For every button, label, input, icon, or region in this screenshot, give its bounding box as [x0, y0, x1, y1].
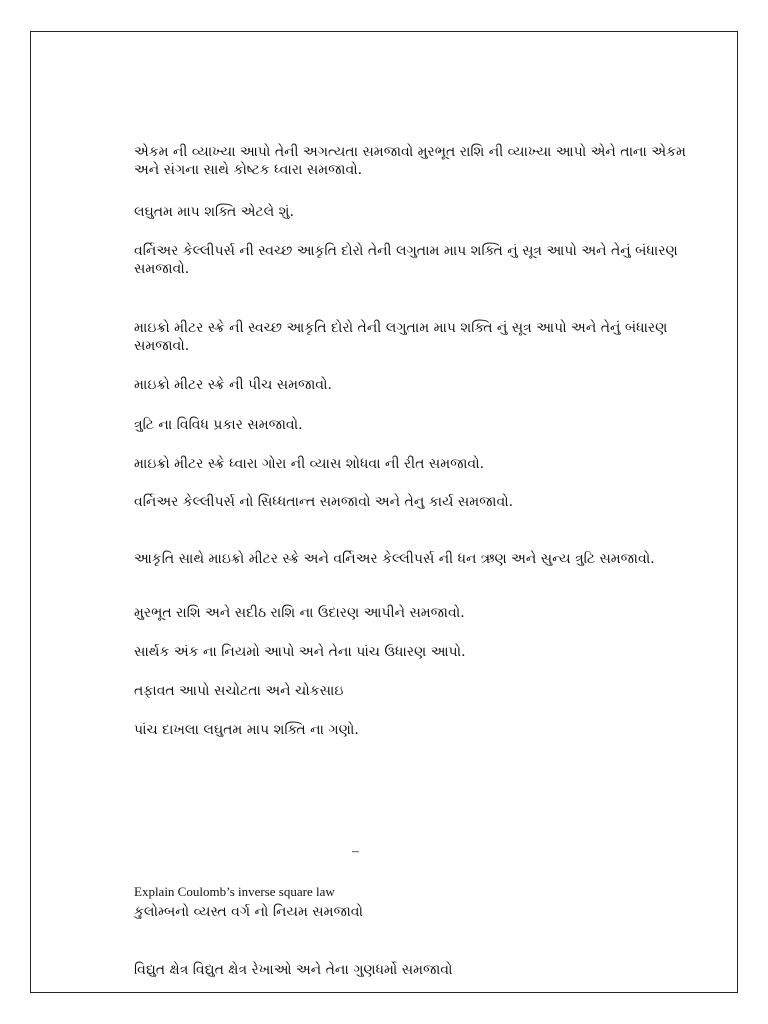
question-8: વર્નિઅર કેલ્લીપર્સ નો સિધ્ધતાન્ત સમજાવો અને તેનુ કાર્ય સમજાવો. [134, 494, 514, 510]
question-7: માઇક્રો મીટર સ્ક્રે ધ્વારા ગોરા ની વ્યાસ શોધવા ની રીત સમજાવો. [134, 456, 485, 472]
question-11: સાર્થક અંક ના નિયમો આપો અને તેના પાંચ ઉધારણ આપો. [134, 644, 466, 660]
question-12: તફાવત આપો સચોટતા અને ચોકસાઇ [134, 683, 344, 699]
question-5: માઇક્રો મીટર સ્ક્રે ની પીચ સમજાવો. [134, 377, 332, 393]
english-question: Explain Coulomb’s inverse square law [134, 884, 335, 899]
question-4: માઇક્રો મીટર સ્ક્રે ની સ્વચ્છ આકૃતિ દોરો તેની લગુતામ માપ શક્તિ નું સૂત્ર આપો અને તેનું બંધારણ સમજાવો. [134, 320, 668, 354]
question-6: ત્રુટિ ના વિવિધ પ્રકાર સમજાવો. [134, 417, 303, 433]
question-coulomb: કુલોમ્બનો વ્યસ્ત વર્ગ નો નિયમ સમજાવો [134, 904, 364, 920]
question-1: એકમ ની વ્યાખ્યા આપો તેની અગત્યતા સમજાવો મુરભૂત રાશિ ની વ્યાખ્યા આપો એને તાના એકમ અને સંગના સાથે કોષ્ટક ધ્વારા સમજાવો. [134, 144, 686, 178]
separator-dash: – [352, 844, 359, 859]
question-10: મુરભૂત રાશિ અને સદીઠ રાશિ ના ઉદારણ આપીને સમજાવો. [134, 605, 465, 621]
question-electric-field: વિદ્યુત ક્ષેત્ર વિદ્યુત ક્ષેત્ર રેખાઓ અને તેના ગુણધર્મો સમજાવો [134, 962, 453, 978]
question-2: લઘુતમ માપ શક્તિ એટલે શું. [134, 204, 294, 220]
question-3: વર્નિઅર કેલ્લીપર્સ ની સ્વચ્છ આકૃતિ દોરો તેની લગુતામ માપ શક્તિ નું સૂત્ર આપો અને તેનું બંધારણ સમજાવો. [134, 243, 678, 277]
question-13: પાંચ દાખલા લઘુતમ માપ શક્તિ ના ગણો. [134, 722, 359, 738]
question-9: આકૃતિ સાથે માઇક્રો મીટર સ્ક્રે અને વર્નિઅર કેલ્લીપર્સ ની ધન ઋણ અને સુન્ય ત્રુટિ સમજાવો. [134, 551, 655, 567]
